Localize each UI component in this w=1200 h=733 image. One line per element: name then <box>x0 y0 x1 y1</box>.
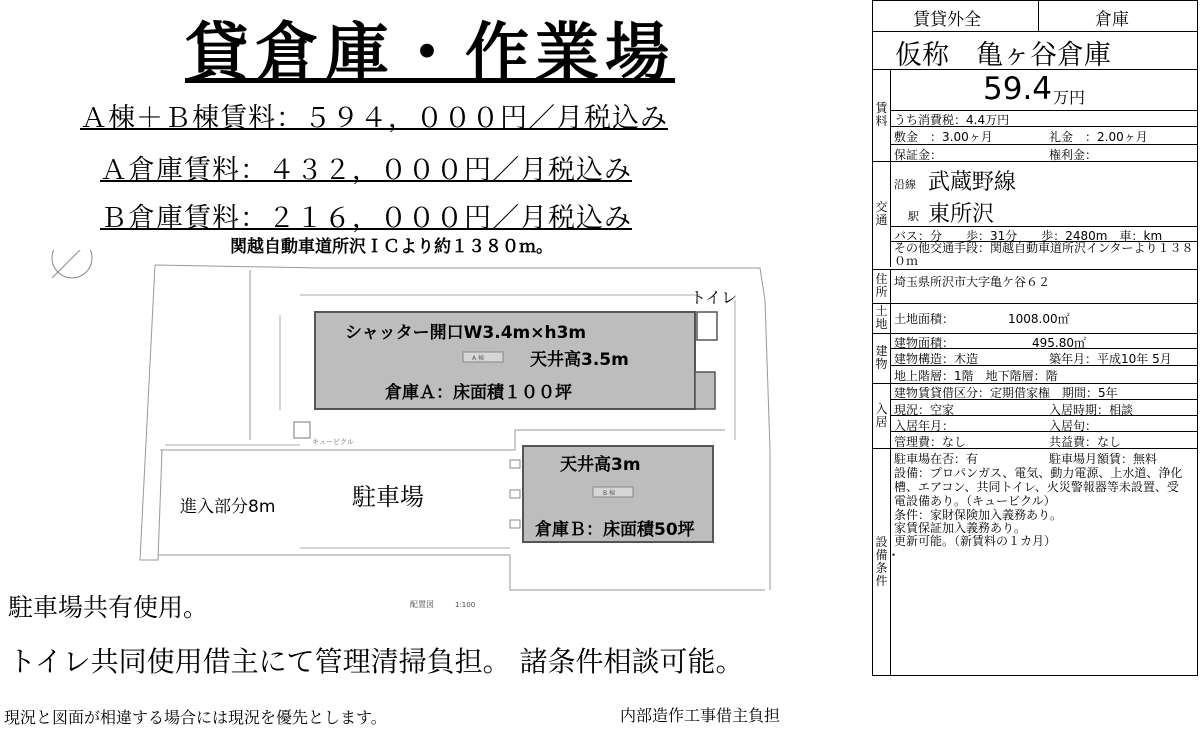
cubicle-label: キュービクル <box>312 438 354 446</box>
facilities-line-1: 設備：プロパンガス、電気、動力電源、上水道、浄化 <box>894 466 1183 480</box>
transport-side-label: 交通 <box>873 161 891 267</box>
parking-fee: 駐車場月額賃：無料 <box>1049 452 1158 466</box>
move-term: 入居旬： <box>1049 419 1098 433</box>
building-built: 築年月：平成10年 5月 <box>1049 352 1172 366</box>
common-fee: 共益費：なし <box>1049 435 1122 449</box>
note-disclaimer: 現況と図面が相違する場合には現況を優先とします。 <box>4 708 387 727</box>
ceiling-a-label: 天井高3.5m <box>530 350 629 370</box>
cubicle-unit <box>294 422 310 438</box>
note-interior: 内部造作工事借主負担 <box>620 706 781 725</box>
rent-value: 59.4 <box>983 71 1053 107</box>
current-status: 現況：空家 <box>894 403 955 417</box>
other-transport: その他交通手段：関越自動車道所沢インターより１３８０ｍ <box>894 241 1194 268</box>
guarantee: 保証金： <box>894 148 943 162</box>
rent-unit: 万円 <box>1053 88 1086 107</box>
condition-line-2: 家賃保証加入義務あり。 <box>894 521 1027 535</box>
station-label: 駅 <box>908 210 919 223</box>
rent-warehouse-b: Ｂ倉庫賃料：２１６，０００円／月税込み <box>100 203 632 234</box>
access-note: 関越自動車道所沢ＩＣより約１３８０ｍ。 <box>230 237 553 257</box>
entrance-label: 進入部分8m <box>180 497 276 517</box>
parking-label: 駐車場 <box>352 483 424 511</box>
key-money: 礼金 ：2.00ヶ月 <box>1049 130 1148 144</box>
warehouse-a-label: 倉庫Ａ：床面積１００坪 <box>385 383 572 403</box>
move-side-label: 入居 <box>873 383 891 448</box>
north-arrow-icon <box>52 250 92 278</box>
property-info-table <box>872 0 1198 676</box>
type-value: 倉庫 <box>1095 10 1129 30</box>
move-time: 入居時期：相談 <box>1049 403 1134 417</box>
facility-side-label: 設備・条件 <box>873 448 891 676</box>
address: 埼玉県所沢市大字亀ケ谷６２ <box>894 275 1051 289</box>
station-name: 東所沢 <box>928 202 995 227</box>
land-area: 土地面積： 1008.00㎡ <box>894 312 1070 326</box>
line-label: 沿線 <box>894 178 916 191</box>
building-structure: 建物構造：木造 <box>894 352 979 366</box>
plan-scale: 1:100 <box>455 601 476 609</box>
toilet-room <box>697 312 717 340</box>
facilities-line-2: 槽、エアコン、共同トイレ、火災警報器等未設置、受 <box>894 480 1179 494</box>
rent-side-label: 賃料 <box>873 69 891 161</box>
ceiling-b-label: 天井高3m <box>560 455 641 475</box>
address-side-label: 住所 <box>873 269 891 303</box>
property-name: 仮称 亀ヶ谷倉庫 <box>895 40 1111 71</box>
shutter-label: シャッター開口W3.4m×h3m <box>345 323 587 343</box>
management-fee: 管理費：なし <box>894 435 967 449</box>
bus-walk: バス：分 歩：31分 歩：2480m 車：km <box>894 229 1163 243</box>
rent-total: Ａ棟＋Ｂ棟賃料：５９４，０００円／月税込み <box>80 103 668 134</box>
deposit: 敷金 ：3.00ヶ月 <box>894 130 993 144</box>
condition-line-3: 更新可能。（新賃料の１カ月） <box>894 534 1057 548</box>
rights-fee: 権利金： <box>1049 148 1098 162</box>
note-parking-shared: 駐車場共有使用。 <box>8 593 209 622</box>
page-title: 貸倉庫・作業場 <box>185 17 675 91</box>
building-area: 建物面積： 495.80㎡ <box>894 336 1086 350</box>
building-side-label: 建物 <box>873 333 891 383</box>
line-name: 武蔵野線 <box>928 170 1017 195</box>
land-side-label: 土地 <box>873 303 891 333</box>
plan-caption: 配置図 <box>410 600 434 609</box>
toilet-label: トイレ <box>690 288 738 307</box>
condition-line-1: 条件：家財保険加入義務あり。 <box>894 508 1063 522</box>
building-floors: 地上階層：1階 地下階層：階 <box>894 369 1058 383</box>
parking-availability: 駐車場在否：有 <box>894 452 979 466</box>
facilities-line-3: 電設備あり。（キュービクル） <box>894 494 1056 508</box>
warehouse-b-label: 倉庫Ｂ：床面積50坪 <box>535 520 695 540</box>
tag-b: B 棟 <box>603 490 616 497</box>
lease-type: 建物賃貸借区分：定期借家権 期間：5年 <box>894 386 1118 400</box>
tax-info: うち消費税：4.4万円 <box>894 113 1010 127</box>
tag-a: A 棟 <box>472 355 485 362</box>
type-label: 賃貸外全 <box>913 10 981 30</box>
site-plan <box>0 250 800 610</box>
rent-warehouse-a: Ａ倉庫賃料：４３２，０００円／月税込み <box>100 155 632 186</box>
note-toilet-shared: トイレ共同使用借主にて管理清掃負担。 諸条件相談可能。 <box>8 645 744 678</box>
move-date: 入居年月： <box>894 419 955 433</box>
